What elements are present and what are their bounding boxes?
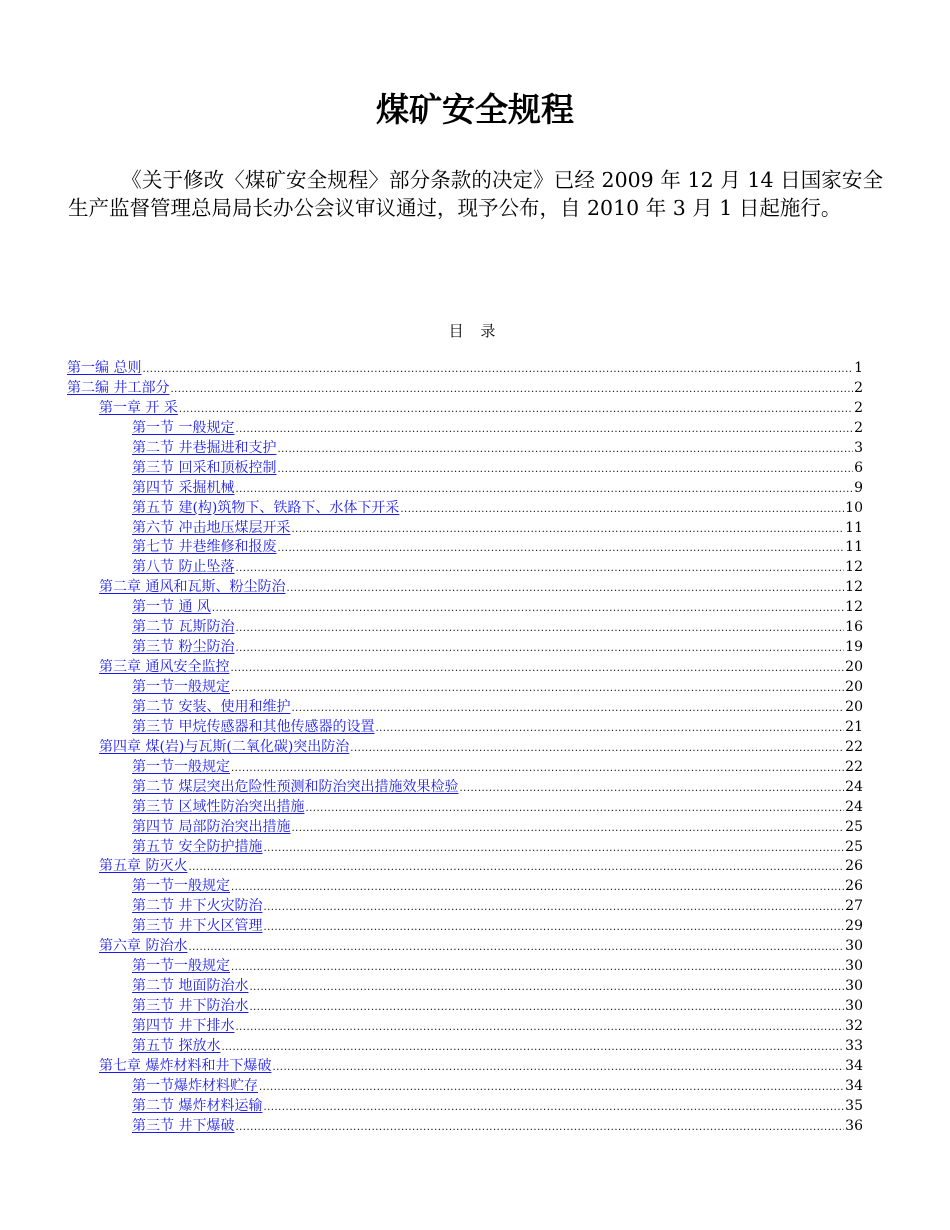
toc-page-number: 2 xyxy=(854,399,863,416)
toc-dot-leader xyxy=(231,877,844,898)
toc-entry-link[interactable]: 第四章 煤(岩)与瓦斯(二氧化碳)突出防治 xyxy=(99,738,350,755)
toc-entry-link[interactable]: 第一编 总则 xyxy=(67,360,142,376)
toc-dot-leader xyxy=(277,439,853,460)
toc-entry xyxy=(67,558,863,578)
toc-entry xyxy=(67,1017,863,1037)
toc-page-number: 11 xyxy=(845,539,863,556)
toc-page-number: 34 xyxy=(845,1077,863,1094)
toc-page-number: 30 xyxy=(845,998,863,1014)
toc-dot-leader xyxy=(291,818,844,839)
toc-entry xyxy=(67,519,863,539)
toc-page-number: 16 xyxy=(845,619,863,636)
toc-dot-leader xyxy=(235,479,853,500)
toc-page-number: 34 xyxy=(845,1057,863,1074)
toc-entry xyxy=(67,1097,863,1117)
toc-page-number: 20 xyxy=(845,679,863,695)
toc-entry xyxy=(67,499,863,519)
toc-dot-leader xyxy=(235,1017,844,1038)
toc-dot-leader xyxy=(231,758,844,779)
toc-entry-link[interactable]: 第一节 通 风 xyxy=(132,599,211,616)
toc-page-number: 24 xyxy=(845,798,863,815)
toc-entry-link[interactable]: 第三节 回采和顶板控制 xyxy=(132,459,277,476)
toc-page-number: 1 xyxy=(854,360,863,376)
toc-page-number: 27 xyxy=(845,898,863,915)
toc-dot-leader xyxy=(272,1057,844,1078)
toc-dot-leader xyxy=(277,538,844,559)
toc-page-number: 20 xyxy=(845,698,863,715)
toc-page-number: 11 xyxy=(845,519,863,536)
toc-entry xyxy=(67,359,863,379)
toc-dot-leader xyxy=(235,1117,844,1138)
toc-page-number: 30 xyxy=(845,978,863,995)
toc-dot-leader xyxy=(230,658,844,679)
toc-entry-link[interactable]: 第一节一般规定 xyxy=(132,958,230,975)
toc-entry-link[interactable]: 第六章 防治水 xyxy=(99,938,188,955)
toc-entry-link[interactable]: 第三节 井下防治水 xyxy=(132,998,249,1014)
intro-paragraph: 《关于修改〈煤矿安全规程〉部分条款的决定》已经 2009 年 12 月 14 日国家安全生产监督管理总局局长办公会议审议通过，现予公布，自 2010 年 3 月 1 日起施行。 xyxy=(68,168,883,220)
toc-dot-leader xyxy=(221,1037,844,1058)
toc-dot-leader xyxy=(305,798,844,819)
toc-entry-link[interactable]: 第八节 防止坠落 xyxy=(132,559,235,576)
toc-entry-link[interactable]: 第二节 井巷掘进和支护 xyxy=(132,439,277,456)
toc-page-number: 21 xyxy=(845,718,863,735)
toc-dot-leader xyxy=(188,857,844,878)
toc-entry-link[interactable]: 第二节 爆炸材料运输 xyxy=(132,1097,263,1114)
toc-entry-link[interactable]: 第二节 煤层突出危险性预测和防治突出措施效果检验 xyxy=(132,778,459,795)
toc-entry-link[interactable]: 第五节 安全防护措施 xyxy=(132,838,263,855)
toc-page-number: 6 xyxy=(854,459,863,476)
toc-page-number: 2 xyxy=(854,419,863,436)
toc-dot-leader xyxy=(291,519,844,540)
toc-entry xyxy=(67,977,863,997)
toc-dot-leader xyxy=(400,499,844,520)
toc-entry-link[interactable]: 第一节爆炸材料贮存 xyxy=(132,1077,258,1094)
toc-entry xyxy=(67,419,863,439)
toc-entry-link[interactable]: 第二编 井工部分 xyxy=(67,379,170,396)
toc-entry-link[interactable]: 第五节 探放水 xyxy=(132,1037,221,1054)
toc-entry-link[interactable]: 第二节 井下火灾防治 xyxy=(132,898,263,915)
toc-entry-link[interactable]: 第一节 一般规定 xyxy=(132,419,235,436)
toc-dot-leader xyxy=(263,897,844,918)
toc-entry xyxy=(67,997,863,1017)
toc-entry xyxy=(67,658,863,678)
toc-dot-leader xyxy=(277,459,853,480)
toc-entry xyxy=(67,399,863,419)
toc-entry xyxy=(67,917,863,937)
toc-entry-link[interactable]: 第四节 局部防治突出措施 xyxy=(132,818,291,835)
toc-page-number: 19 xyxy=(845,639,863,656)
toc-entry xyxy=(67,738,863,758)
toc-entry xyxy=(67,1117,863,1137)
toc-dot-leader xyxy=(286,578,844,599)
toc-entry xyxy=(67,698,863,718)
toc-dot-leader xyxy=(263,838,844,859)
toc-entry xyxy=(67,838,863,858)
toc-page-number: 12 xyxy=(845,599,863,616)
toc-page-number: 22 xyxy=(845,738,863,755)
toc-dot-leader xyxy=(188,937,844,958)
toc-entry-link[interactable]: 第二章 通风和瓦斯、粉尘防治 xyxy=(99,579,286,596)
toc-entry-link[interactable]: 第三节 甲烷传感器和其他传感器的设置 xyxy=(132,718,375,735)
toc-entry xyxy=(67,718,863,738)
toc-entry-link[interactable]: 第三章 通风安全监控 xyxy=(99,659,230,676)
toc-page-number: 24 xyxy=(845,778,863,795)
toc-page-number: 20 xyxy=(845,659,863,676)
toc-entry-link[interactable]: 第五节 建(构)筑物下、铁路下、水体下开采 xyxy=(132,499,400,516)
toc-entry xyxy=(67,818,863,838)
toc-entry xyxy=(67,598,863,618)
toc-page-number: 30 xyxy=(845,958,863,975)
toc-entry xyxy=(67,937,863,957)
toc-entry xyxy=(67,957,863,977)
toc-entry xyxy=(67,379,863,399)
toc-page-number: 12 xyxy=(845,579,863,596)
toc-entry xyxy=(67,638,863,658)
toc-dot-leader xyxy=(291,698,844,719)
toc-page-number: 12 xyxy=(845,559,863,576)
toc-dot-leader xyxy=(170,379,853,400)
toc-entry xyxy=(67,758,863,778)
toc-dot-leader xyxy=(263,1097,844,1118)
toc-dot-leader xyxy=(235,558,844,579)
toc-page-number: 2 xyxy=(854,379,863,396)
toc-entry-link[interactable]: 第七章 爆炸材料和井下爆破 xyxy=(99,1057,272,1074)
toc-page-number: 35 xyxy=(845,1097,863,1114)
toc-page-number: 3 xyxy=(854,439,863,456)
toc-page-number: 30 xyxy=(845,938,863,955)
toc-entry-link[interactable]: 第三节 粉尘防治 xyxy=(132,639,235,656)
toc-dot-leader xyxy=(235,419,853,440)
toc-page-number: 25 xyxy=(845,818,863,835)
toc-entry-link[interactable]: 第一节一般规定 xyxy=(132,758,230,775)
toc-entry-link[interactable]: 第四节 井下排水 xyxy=(132,1017,235,1034)
toc-entry-link[interactable]: 第一节一般规定 xyxy=(132,679,230,695)
toc-entry-link[interactable]: 第二节 瓦斯防治 xyxy=(132,619,235,636)
toc-dot-leader xyxy=(142,359,853,380)
toc-entry-link[interactable]: 第二节 地面防治水 xyxy=(132,978,249,995)
toc-entry-link[interactable]: 第二节 安装、使用和维护 xyxy=(132,698,291,715)
toc-dot-leader xyxy=(235,618,844,639)
toc-dot-leader xyxy=(375,718,844,739)
toc-page-number: 29 xyxy=(845,918,863,935)
toc-dot-leader xyxy=(235,638,844,659)
toc-dot-leader xyxy=(179,399,853,420)
toc-entry-link[interactable]: 第一章 开 采 xyxy=(99,399,178,416)
toc-entry xyxy=(67,1037,863,1057)
toc-dot-leader xyxy=(459,778,844,799)
toc-entry xyxy=(67,578,863,598)
toc-page-number: 10 xyxy=(845,499,863,516)
toc-entry-link[interactable]: 第四节 采掘机械 xyxy=(132,479,235,496)
toc-entry xyxy=(67,897,863,917)
toc-dot-leader xyxy=(249,977,844,998)
toc-entry-link[interactable]: 第三节 区域性防治突出措施 xyxy=(132,798,305,815)
table-of-contents xyxy=(67,359,863,1137)
toc-entry xyxy=(67,479,863,499)
toc-entry-link[interactable]: 第三节 井下爆破 xyxy=(132,1117,235,1134)
toc-entry-link[interactable]: 第七节 井巷维修和报废 xyxy=(132,539,277,556)
toc-entry xyxy=(67,439,863,459)
toc-entry xyxy=(67,678,863,698)
toc-entry xyxy=(67,798,863,818)
toc-entry xyxy=(67,857,863,877)
toc-dot-leader xyxy=(249,997,844,1018)
toc-entry xyxy=(67,778,863,798)
toc-dot-leader xyxy=(350,738,844,759)
toc-page-number: 33 xyxy=(845,1037,863,1054)
toc-entry xyxy=(67,538,863,558)
toc-page-number: 22 xyxy=(845,758,863,775)
toc-page-number: 26 xyxy=(845,858,863,875)
toc-page-number: 25 xyxy=(845,838,863,855)
toc-dot-leader xyxy=(263,917,844,938)
toc-entry-link[interactable]: 第六节 冲击地压煤层开采 xyxy=(132,519,291,536)
toc-dot-leader xyxy=(259,1077,844,1098)
toc-entry-link[interactable]: 第五章 防灭火 xyxy=(99,858,188,875)
toc-heading: 目 录 xyxy=(448,322,502,340)
toc-dot-leader xyxy=(231,678,844,699)
toc-dot-leader xyxy=(231,957,844,978)
toc-entry xyxy=(67,618,863,638)
toc-dot-leader xyxy=(212,598,844,619)
toc-entry xyxy=(67,1057,863,1077)
toc-page-number: 26 xyxy=(845,878,863,895)
document-title: 煤矿安全规程 xyxy=(376,90,574,129)
toc-page-number: 9 xyxy=(854,479,863,496)
toc-entry xyxy=(67,459,863,479)
toc-entry-link[interactable]: 第一节一般规定 xyxy=(132,878,230,895)
toc-entry-link[interactable]: 第三节 井下火区管理 xyxy=(132,918,263,935)
toc-entry xyxy=(67,877,863,897)
toc-page-number: 36 xyxy=(845,1117,863,1134)
toc-entry xyxy=(67,1077,863,1097)
toc-page-number: 32 xyxy=(845,1017,863,1034)
